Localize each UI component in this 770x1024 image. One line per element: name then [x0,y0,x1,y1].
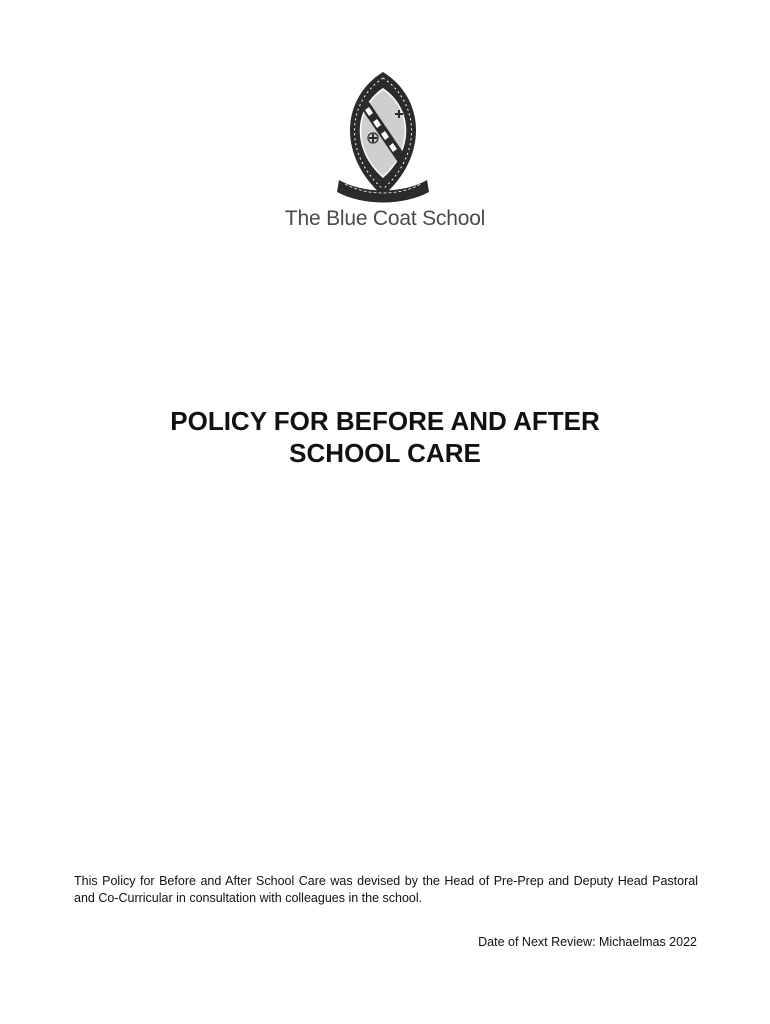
next-review-date: Date of Next Review: Michaelmas 2022 [478,935,697,949]
document-title-line-2: SCHOOL CARE [289,438,481,468]
school-crest-icon [333,68,433,208]
document-title-line-1: POLICY FOR BEFORE AND AFTER [170,406,600,436]
document-title [100,405,670,469]
school-name: The Blue Coat School [284,207,486,230]
policy-intro-paragraph: This Policy for Before and After School Care was devised by the Head of Pre-Prep and Deputy Head Pastoral and Co-Curricular in consultation with colleagues in the school. [74,874,698,905]
school-crest-logo [333,68,433,208]
